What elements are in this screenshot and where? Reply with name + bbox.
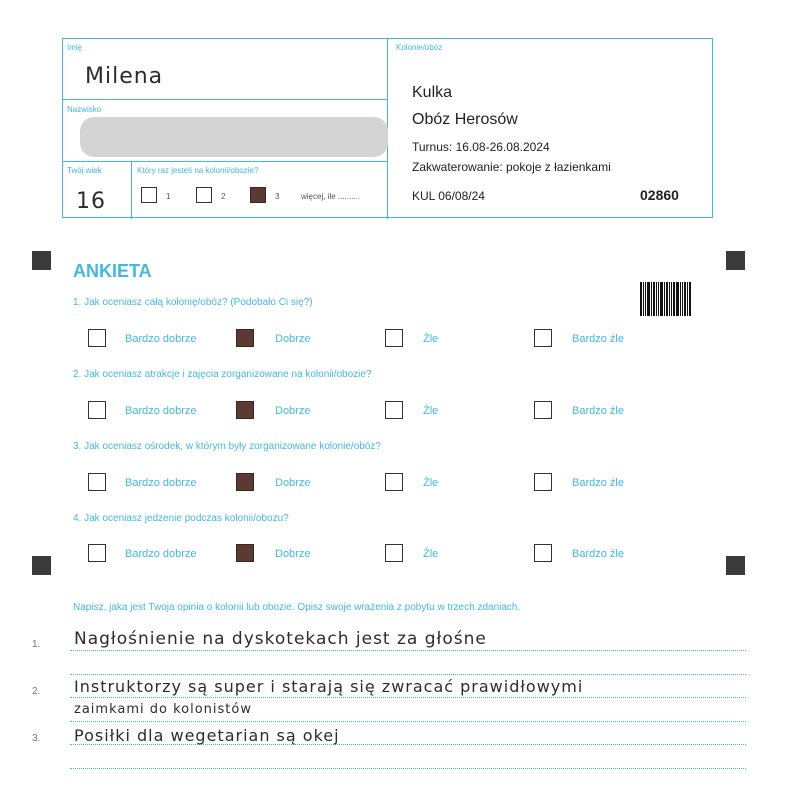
q4-label-zle: Źle (423, 548, 439, 560)
q3-option-bardzo-dobrze[interactable] (88, 473, 106, 491)
ktory-raz-option-2: 2 (221, 192, 226, 201)
answer-2-line-1[interactable]: Instruktorzy są super i starają się zwracać prawidłowymi (74, 677, 584, 696)
q2-label-dobrze: Dobrze (275, 405, 311, 417)
ktory-raz-checkbox-3[interactable] (250, 187, 266, 203)
q3-label-bardzo-zle: Bardzo źle (572, 477, 624, 489)
answer-line (70, 721, 746, 722)
question-1: 1. Jak oceniasz całą kolonię/obóz? (Podobało Ci się?) (73, 297, 313, 308)
q4-option-bardzo-dobrze[interactable] (88, 544, 106, 562)
question-3: 3. Jak oceniasz ośrodek, w którym były zorganizowane kolonie/obóz? (73, 441, 381, 452)
q2-option-zle[interactable] (385, 401, 403, 419)
q1-option-bardzo-dobrze[interactable] (88, 329, 106, 347)
answer-1[interactable]: Nagłośnienie na dyskotekach jest za głośne (74, 629, 487, 649)
survey-title: ANKIETA (73, 261, 152, 281)
q1-label-zle: Źle (423, 333, 439, 345)
kolonie-label: Kolonie/obóz (396, 43, 443, 52)
wiecej-label: więcej, ile .......... (301, 192, 361, 201)
ktory-raz-checkbox-1[interactable] (141, 187, 157, 203)
registration-marker (32, 556, 51, 575)
q3-label-zle: Źle (423, 477, 439, 489)
camp-subtitle: Obóz Herosów (412, 111, 518, 128)
ktory-raz-checkbox-2[interactable] (196, 187, 212, 203)
line-number-3: 3. (32, 733, 41, 744)
q1-label-bardzo-dobrze: Bardzo dobrze (125, 333, 197, 345)
imie-label: Imię (67, 43, 83, 52)
q3-label-bardzo-dobrze: Bardzo dobrze (125, 477, 197, 489)
q2-option-dobrze[interactable] (236, 401, 254, 419)
zakwaterowanie: Zakwaterowanie: pokoje z łazienkami (412, 160, 611, 174)
answer-line (70, 650, 746, 651)
camp-name: Kulka (412, 84, 453, 101)
answer-line (70, 674, 746, 675)
q3-label-dobrze: Dobrze (275, 477, 311, 489)
q2-label-bardzo-dobrze: Bardzo dobrze (125, 405, 197, 417)
q4-option-dobrze[interactable] (236, 544, 254, 562)
q1-label-bardzo-zle: Bardzo źle (572, 333, 624, 345)
registration-marker (726, 251, 745, 270)
form-number: 02860 (640, 187, 679, 203)
q3-option-bardzo-zle[interactable] (534, 473, 552, 491)
answer-line (70, 768, 746, 769)
q3-option-zle[interactable] (385, 473, 403, 491)
ktory-raz-option-3: 3 (275, 192, 280, 201)
q4-option-zle[interactable] (385, 544, 403, 562)
q4-label-dobrze: Dobrze (275, 548, 311, 560)
line-number-1: 1. (32, 639, 41, 650)
line-number-2: 2. (32, 686, 41, 697)
nazwisko-redacted (80, 117, 388, 157)
q4-label-bardzo-dobrze: Bardzo dobrze (125, 548, 197, 560)
q2-label-zle: Źle (423, 405, 439, 417)
q2-option-bardzo-dobrze[interactable] (88, 401, 106, 419)
nazwisko-label: Nazwisko (67, 105, 102, 114)
answer-line (70, 697, 746, 698)
registration-marker (726, 556, 745, 575)
q3-option-dobrze[interactable] (236, 473, 254, 491)
ktory-raz-label: Który raz jesteś na kolonii/obozie? (137, 166, 259, 175)
turnus: Turnus: 16.08-26.08.2024 (412, 140, 550, 154)
q1-option-dobrze[interactable] (236, 329, 254, 347)
registration-marker (32, 251, 51, 270)
q1-option-bardzo-zle[interactable] (534, 329, 552, 347)
form-code: KUL 06/08/24 (412, 189, 485, 203)
ktory-raz-option-1: 1 (166, 192, 171, 201)
q1-option-zle[interactable] (385, 329, 403, 347)
answer-3[interactable]: Posiłki dla wegetarian są okej (74, 726, 340, 745)
answer-2-line-2[interactable]: zaimkami do kolonistów (74, 702, 252, 717)
q2-option-bardzo-zle[interactable] (534, 401, 552, 419)
q1-label-dobrze: Dobrze (275, 333, 311, 345)
opinion-prompt: Napisz, jaka jest Twoja opinia o kolonii lub obozie. Opisz swoje wrażenia z pobytu w trzech zdaniach. (73, 602, 521, 613)
q4-label-bardzo-zle: Bardzo źle (572, 548, 624, 560)
question-4: 4. Jak oceniasz jedzenie podczas kolonii/obozu? (73, 513, 289, 524)
barcode (640, 282, 694, 316)
imie-value[interactable]: Milena (85, 64, 164, 89)
wiek-value[interactable]: 16 (76, 189, 106, 214)
question-2: 2. Jak oceniasz atrakcje i zajęcia zorganizowane na kolonii/obozie? (73, 369, 372, 380)
q4-option-bardzo-zle[interactable] (534, 544, 552, 562)
q2-label-bardzo-zle: Bardzo źle (572, 405, 624, 417)
wiek-label: Twój wiek (67, 166, 102, 175)
